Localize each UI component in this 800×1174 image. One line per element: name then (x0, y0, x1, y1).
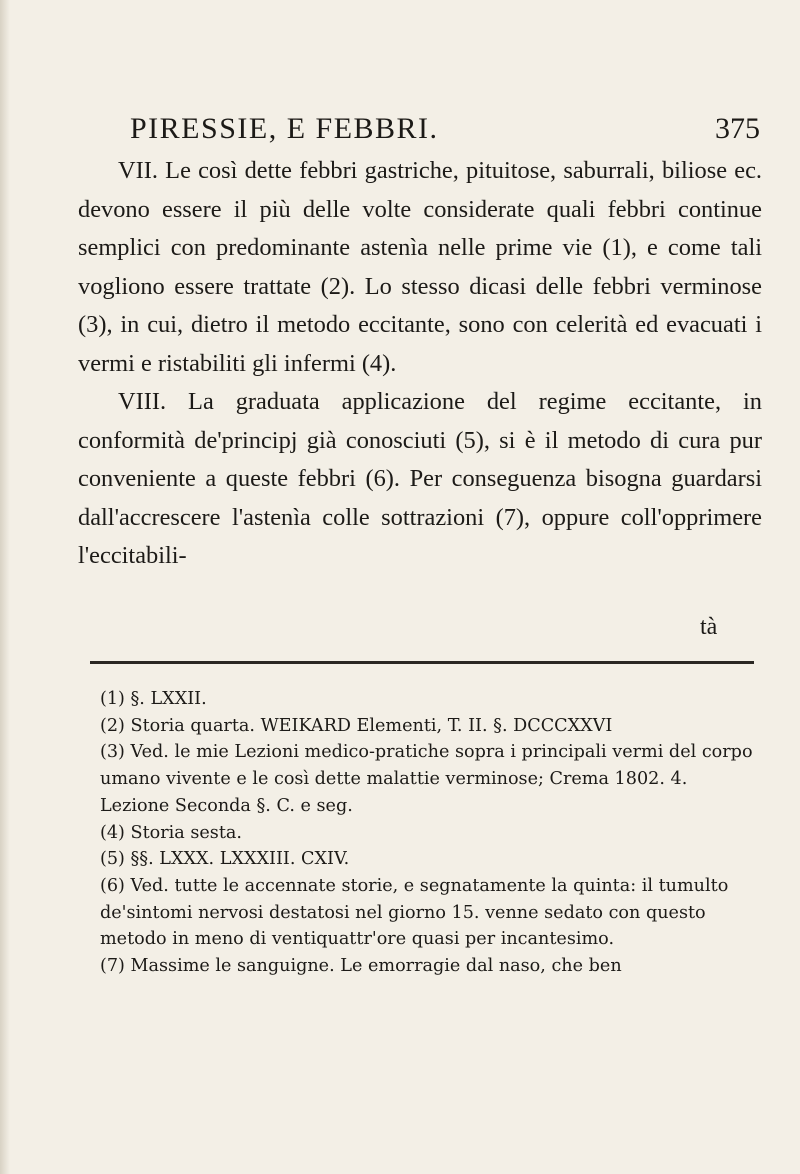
page-number: 375 (715, 112, 760, 145)
footnote-2: (2) Storia quarta. WEIKARD Elementi, T. II. §. DCCCXXVI (100, 715, 613, 736)
page-header (100, 112, 760, 156)
footnote-7: (7) Massime le sanguigne. Le emorragie dal naso, che ben (100, 956, 622, 977)
footnote-6: (6) Ved. tutte le accennate storie, e segnatamente la quinta: il tumulto de'sintomi nervosi destatosi nel giorno 15. venne sedato con questo metodo in meno di ventiquattr'ore quasi per incantesimo. (100, 875, 729, 950)
footnotes (100, 686, 758, 980)
page-gutter-shadow (0, 0, 10, 1174)
catchword: tà (700, 614, 718, 640)
footnote-1: (1) §. LXXII. (100, 689, 207, 709)
footnote-4: (4) Storia sesta. (100, 822, 242, 843)
running-title: PIRESSIE, E FEBBRI. (130, 112, 439, 145)
footnote-3: (3) Ved. le mie Lezioni medico-pratiche sopra i principali vermi del corpo umano vivente e le così dette malattie verminose; Crema 1802. 4. Lezione Seconda §. C. e seg. (100, 742, 753, 816)
footnote-separator-rule (90, 661, 754, 664)
paragraph-viii: VIII. La graduata applicazione del regime eccitante, in conformità de'principj già conosciuti (5), si è il metodo di cura pur conveniente a queste febbri (6). Per conseguenza bisogna guardarsi dall'accrescere l'astenìa colle sottrazioni (7), oppure coll'opprimere l'eccitabili- (78, 388, 762, 569)
main-text (78, 152, 762, 576)
footnote-5: (5) §§. LXXX. LXXXIII. CXIV. (100, 849, 350, 870)
paragraph-vii: VII. Le così dette febbri gastriche, pituitose, saburrali, biliose ec. devono essere il più delle volte considerate quali febbri continue semplici con predominante astenìa nelle prime vie (1), e come tali vogliono essere trattate (2). Lo stesso dicasi delle febbri verminose (3), in cui, dietro il metodo eccitante, sono con celerità ed evacuati i vermi e ristabiliti gli infermi (4). (78, 157, 762, 377)
